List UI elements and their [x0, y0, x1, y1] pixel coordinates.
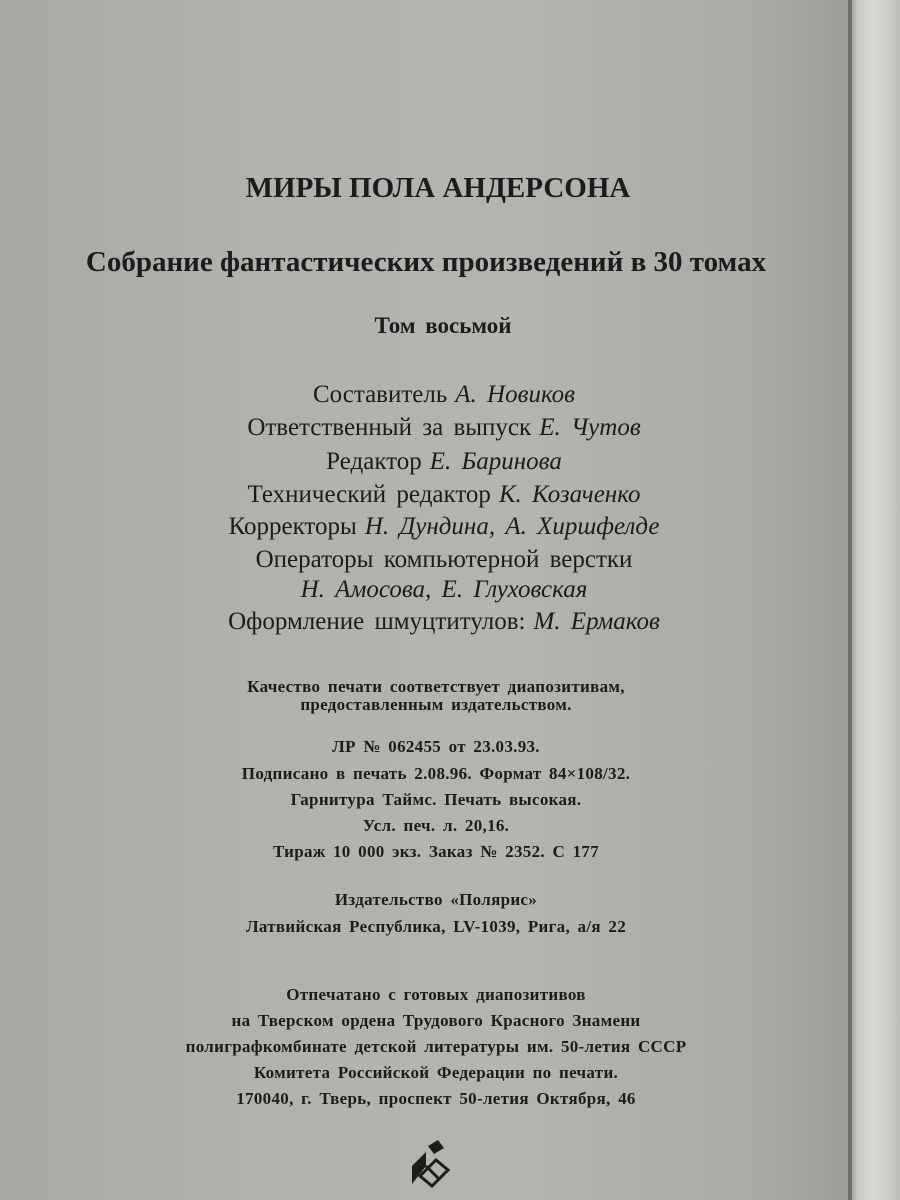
printer-line: 170040, г. Тверь, проспект 50-летия Октября, 46 — [236, 1089, 636, 1108]
credit-role: Ответственный за выпуск — [247, 414, 532, 441]
printer-line: полиграфкомбинате детской литературы им. 50-летия СССР — [185, 1037, 687, 1056]
credit-role: Корректоры — [228, 513, 357, 540]
credit-role: Технический редактор — [247, 481, 491, 508]
credit-role: Оформление шмуцтитулов: — [228, 608, 526, 635]
print-info-license: ЛР № 062455 от 23.03.93. — [332, 737, 540, 756]
printer-line: Отпечатано с готовых диапозитивов — [286, 985, 586, 1004]
next-page-edge — [848, 0, 900, 1200]
volume-number: Том восьмой — [374, 313, 512, 338]
credit-role: Редактор — [326, 448, 422, 475]
credit-name: М. Ермаков — [533, 608, 660, 635]
print-info-circulation: Тираж 10 000 экз. Заказ № 2352. С 177 — [272, 842, 600, 861]
credit-name: А. Новиков — [455, 381, 576, 408]
print-info-typeface: Гарнитура Таймс. Печать высокая. — [290, 790, 582, 809]
credit-proofreaders — [0, 513, 852, 541]
publisher-name: Издательство «Полярис» — [334, 890, 538, 909]
credit-role: Составитель — [312, 381, 448, 408]
credit-name: Н. Амосова, Е. Глуховская — [300, 576, 588, 603]
credit-name: Е. Чутов — [539, 414, 641, 441]
credit-compiler — [0, 381, 852, 409]
credit-name: Н. Дундина, А. Хиршфелде — [364, 513, 660, 540]
quality-note-line: Качество печати соответствует диапозитивам, — [247, 677, 625, 696]
collection-subtitle: Собрание фантастических произведений в 30 томах — [85, 246, 767, 278]
credit-role: Операторы компьютерной верстки — [255, 546, 633, 573]
credit-name: Е. Баринова — [429, 448, 562, 475]
printer-line: Комитета Российской Федерации по печати. — [253, 1063, 619, 1082]
credit-editor — [0, 448, 852, 476]
credit-responsible — [0, 414, 852, 442]
credit-tech-editor — [0, 481, 852, 509]
printer-logo-icon — [406, 1136, 454, 1188]
credit-layout-operators — [0, 546, 852, 574]
credit-half-title-design — [0, 608, 852, 636]
credit-layout-operators-names — [0, 576, 852, 604]
credit-name: К. Козаченко — [498, 481, 641, 508]
printer-line: на Тверском ордена Трудового Красного Знамени — [231, 1011, 641, 1030]
book-series-title: МИРЫ ПОЛА АНДЕРСОНА — [245, 172, 631, 204]
print-info-signed: Подписано в печать 2.08.96. Формат 84×108/32. — [241, 764, 631, 783]
print-info-sheets: Усл. печ. л. 20,16. — [362, 816, 510, 835]
quality-note-line: предоставленным издательством. — [300, 695, 572, 714]
publisher-address: Латвийская Республика, LV-1039, Рига, а/я 22 — [245, 917, 627, 936]
